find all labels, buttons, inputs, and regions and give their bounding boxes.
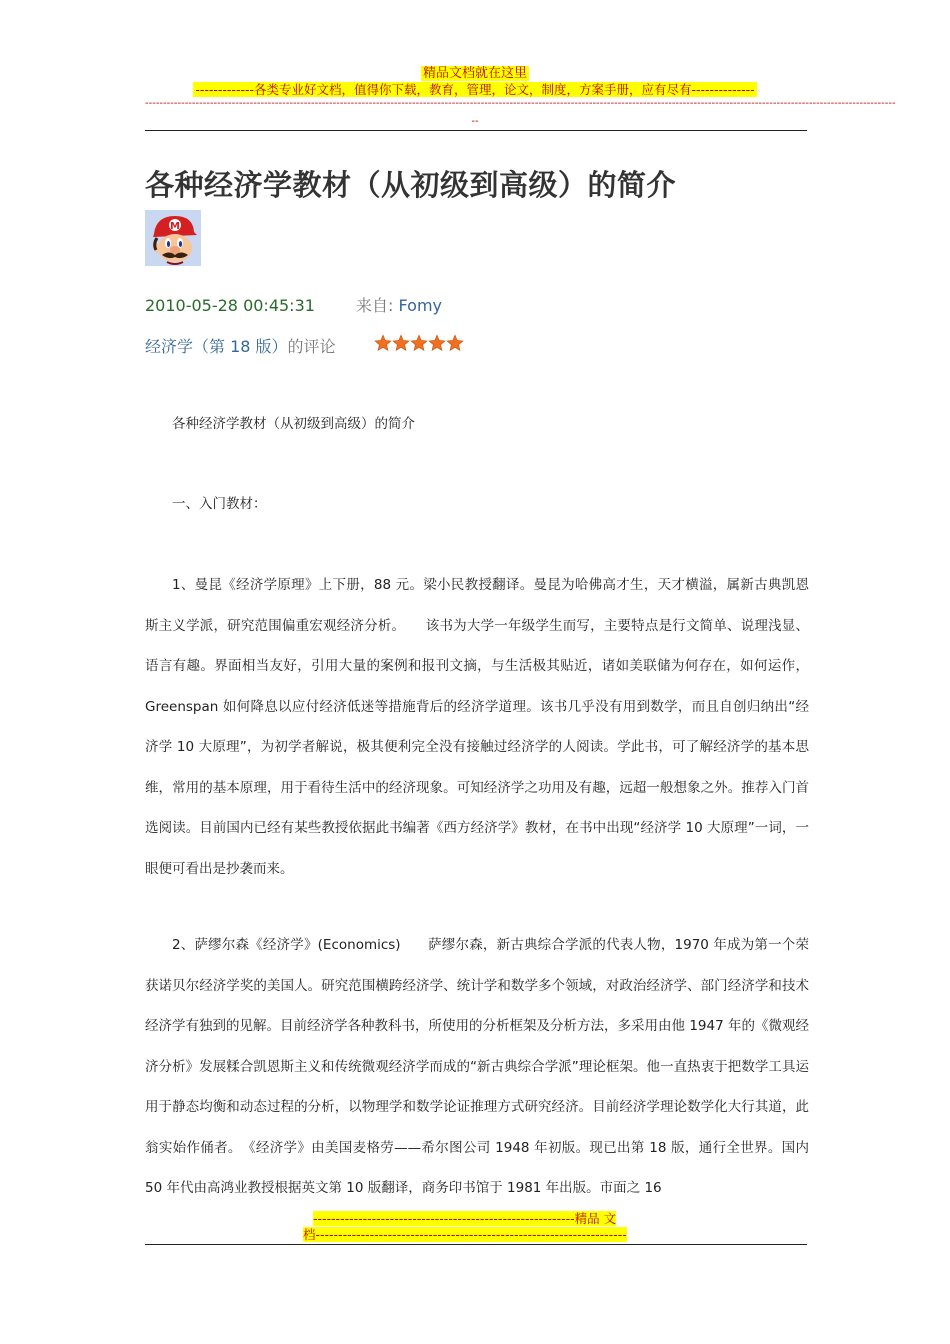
header-rule: [145, 130, 807, 131]
header-dash-tail: --: [471, 116, 479, 127]
article-subtitle-text: 各种经济学教材（从初级到高级）的简介: [172, 416, 415, 432]
footer-line-1-text: ----------------------------------------------------------精品 文: [313, 1211, 617, 1226]
header-tagline-text: -------------各类专业好文档，值得你下载，教育，管理，论文，制度，方案手册，应有尽有--------------: [195, 82, 755, 97]
paragraph-2: [145, 925, 809, 1209]
section-heading: [145, 484, 809, 525]
paragraph-1: [145, 565, 809, 889]
svg-text:M: M: [170, 221, 180, 232]
header-tagline: [0, 82, 950, 97]
star-icon: [410, 334, 428, 352]
header-title: [0, 66, 950, 81]
section-heading-text: 一、入门教材：: [172, 496, 267, 512]
author-link[interactable]: Fomy: [398, 296, 443, 315]
avatar[interactable]: [145, 210, 201, 266]
star-icon: [446, 334, 464, 352]
post-date: 2010-05-28 00:45:31: [145, 296, 315, 315]
star-icon: [374, 334, 392, 352]
article-subtitle: [145, 404, 809, 445]
paragraph-1-text: 1、曼昆《经济学原理》上下册，88 元。梁小民教授翻译。曼昆为哈佛高才生，天才横溢，属新古典凯恩斯主义学派，研究范围偏重宏观经济分析。 该书为大学一年级学生而写，主要特点是行文简单、说理浅显、语言有趣。界面相当友好，引用大量的案例和报刊文摘，与生活极其贴近，诸如美联储为何存在，如何运作，Greenspan 如何降息以应付经济低迷等措施背后的经济学道理。该书几乎没有用到数学，而且自创归纳出“经济学 10 大原理”，为初学者解说，极其便利完全没有接触过经济学的人阅读。学此书，可了解经济学的基本思维，常用的基本原理，用于看待生活中的经济现象。可知经济学之功用及有趣，远超一般想象之外。推荐入门首选阅读。目前国内已经有某些教授依据此书编著《西方经济学》教材，在书中出现“经济学 10 大原理”一词，一眼便可看出是抄袭而来。: [145, 577, 809, 877]
header-dash-line: ----------------------------------------------------------------------------------------------------------------------------------------------------------------------------------------------------------------: [145, 98, 896, 109]
rating-stars: [374, 334, 464, 356]
footer-line-2: [303, 1227, 627, 1242]
article-meta: [145, 296, 442, 316]
article-title: 各种经济学教材（从初级到高级）的简介: [145, 168, 677, 202]
review-book-link[interactable]: 经济学（第 18 版）: [145, 337, 288, 356]
from-label: 来自:: [356, 296, 394, 315]
header-title-text: 精品文档就在这里: [422, 66, 527, 81]
star-icon: [428, 334, 446, 352]
mario-avatar-icon: [145, 210, 201, 266]
review-line: [145, 337, 336, 357]
review-suffix: 的评论: [287, 337, 336, 356]
footer-line-1: [313, 1211, 616, 1226]
paragraph-2-text: 2、萨缪尔森《经济学》(Economics) 萨缪尔森，新古典综合学派的代表人物，1970 年成为第一个荣获诺贝尔经济学奖的美国人。研究范围横跨经济学、统计学和数学多个领域，对政治经济学、部门经济学和技术经济学有独到的见解。目前经济学各种教科书，所使用的分析框架及分析方法，多采用由他 1947 年的《微观经济分析》发展糅合凯恩斯主义和传统微观经济学而成的“新古典综合学派”理论框架。他一直热衷于把数学工具运用于静态均衡和动态过程的分析，以物理学和数学论证推理方式研究经济。目前经济学理论数学化大行其道，此翁实始作俑者。 《经济学》由美国麦格劳——希尔图公司 1948 年初版。现已出第 18 版，通行全世界。国内 50 年代由高鸿业教授根据英文第 10 版翻译，商务印书馆于 1981 年出版。市面之 16: [145, 937, 809, 1196]
footer-rule: [145, 1244, 807, 1245]
star-icon: [392, 334, 410, 352]
footer-line-2-text: 档---------------------------------------------------------------------: [303, 1227, 627, 1242]
